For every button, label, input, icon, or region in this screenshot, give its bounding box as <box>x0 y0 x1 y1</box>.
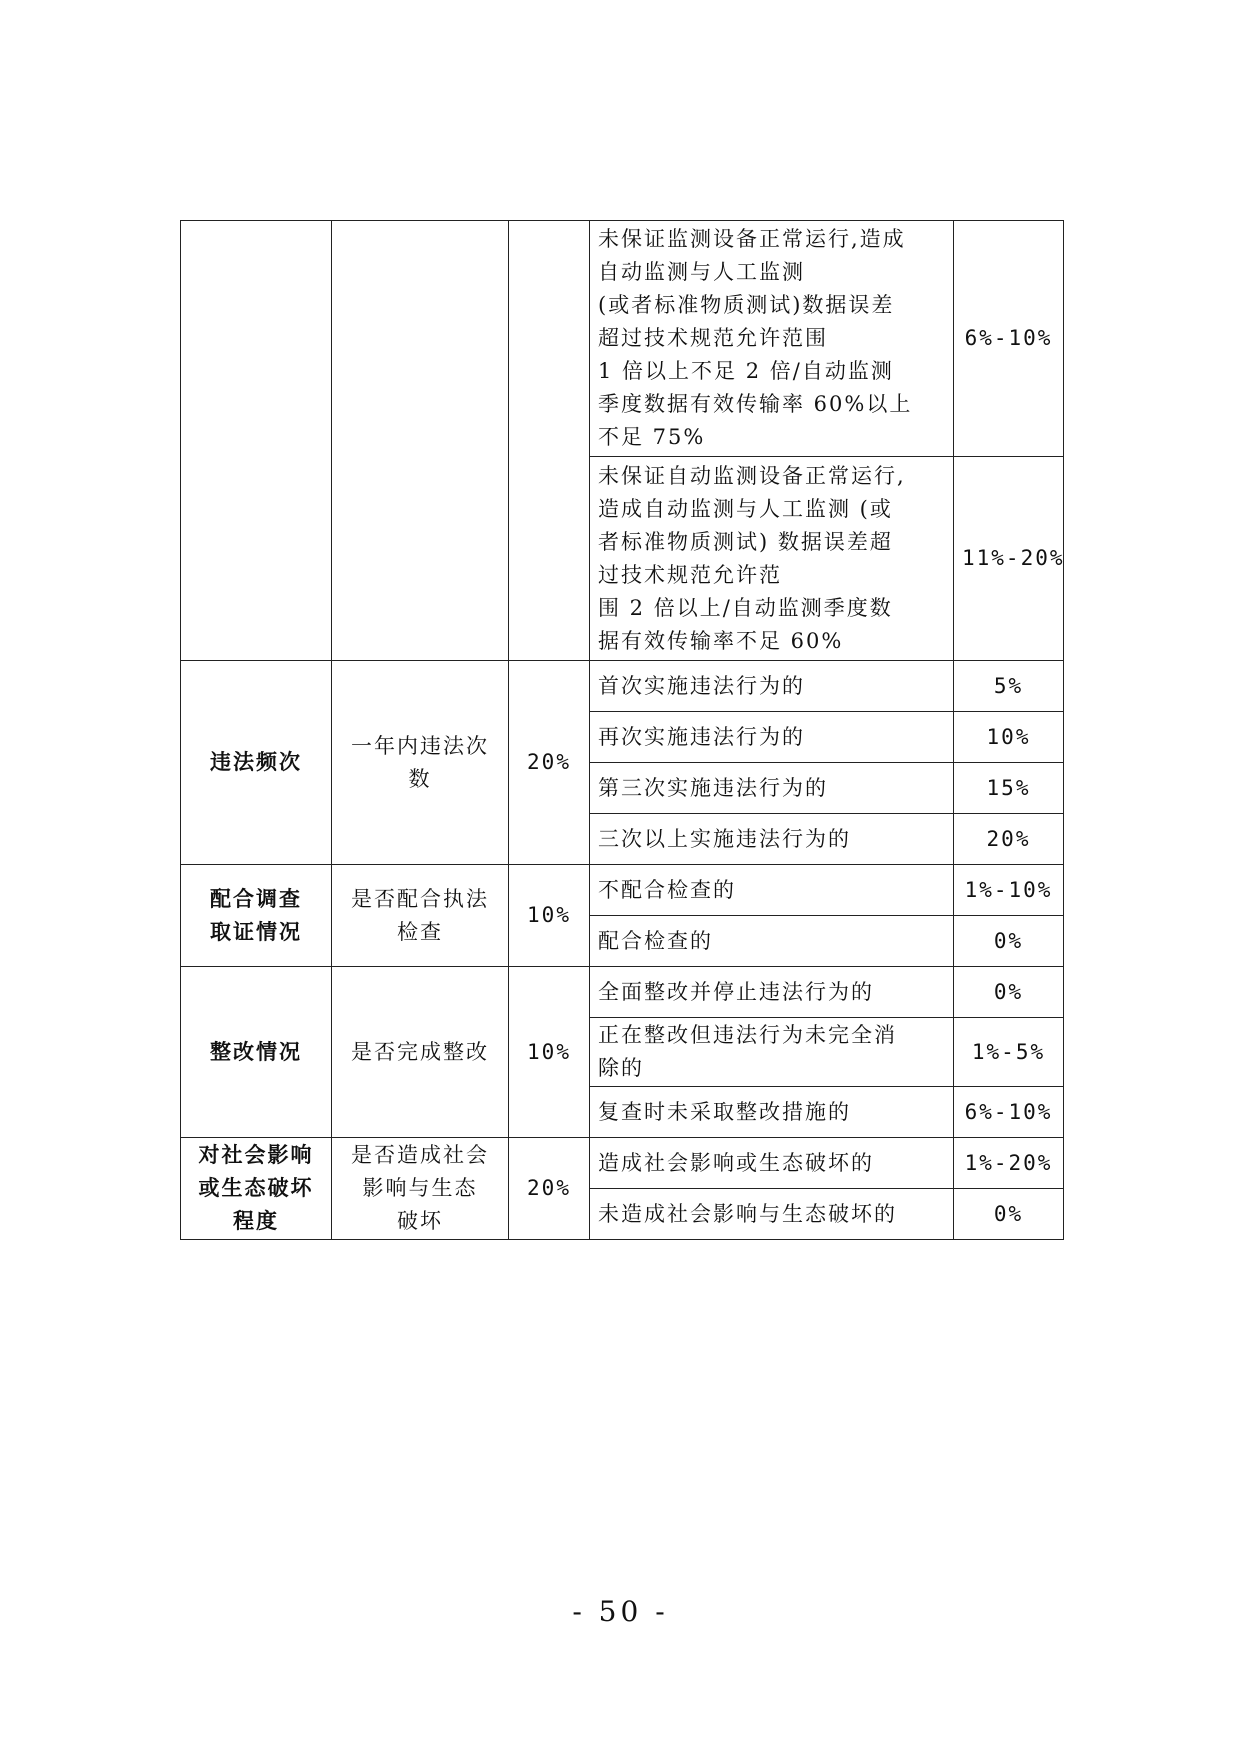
standard-text: 全面整改并停止违法行为的 <box>598 979 874 1004</box>
indicator-cell <box>332 661 509 865</box>
standard-text: 第三次实施违法行为的 <box>598 775 828 800</box>
standard-text: 复查时未采取整改措施的 <box>598 1099 851 1124</box>
indicator-cell-empty <box>332 221 509 661</box>
standard-cell <box>590 1018 954 1087</box>
standard-cell <box>590 1189 954 1240</box>
category-label: 配合调查 取证情况 <box>210 886 302 944</box>
category-label: 对社会影响 或生态破坏 程度 <box>198 1143 314 1233</box>
rate-cell: 0% <box>954 916 1064 967</box>
standard-text: 不配合检查的 <box>598 877 736 902</box>
rate-cell: 6%-10% <box>954 1087 1064 1138</box>
standard-text: 未保证自动监测设备正常运行, 造成自动监测与人工监测 (或 者标准物质测试) 数据误差超 过技术规范允许范 围 2 倍以上/自动监测季度数 据有效传输率不足 60% <box>598 463 906 653</box>
rate-cell: 10% <box>954 712 1064 763</box>
indicator-cell <box>332 865 509 967</box>
rate-cell: 0% <box>954 1189 1064 1240</box>
standard-cell <box>590 865 954 916</box>
standard-cell <box>590 661 954 712</box>
table-row <box>181 967 1064 1018</box>
indicator-label: 是否完成整改 <box>351 1039 489 1064</box>
indicator-label: 一年内违法次 数 <box>351 733 489 791</box>
rate-cell: 1%-5% <box>954 1018 1064 1087</box>
category-cell <box>181 661 332 865</box>
standard-cell <box>590 814 954 865</box>
category-label: 整改情况 <box>210 1039 302 1064</box>
indicator-cell <box>332 1138 509 1240</box>
rate-cell: 6%-10% <box>954 221 1064 457</box>
standard-text: 再次实施违法行为的 <box>598 724 805 749</box>
indicator-cell <box>332 967 509 1138</box>
rate-cell: 1%-10% <box>954 865 1064 916</box>
standard-cell <box>590 967 954 1018</box>
table-row <box>181 221 1064 457</box>
weight-cell: 10% <box>509 967 590 1138</box>
category-cell <box>181 1138 332 1240</box>
standard-text: 三次以上实施违法行为的 <box>598 826 851 851</box>
standard-text: 首次实施违法行为的 <box>598 673 805 698</box>
standard-cell <box>590 221 954 457</box>
indicator-label: 是否造成社会 影响与生态 破坏 <box>351 1143 489 1233</box>
standard-cell <box>590 1087 954 1138</box>
weight-cell: 20% <box>509 661 590 865</box>
standard-text: 未保证监测设备正常运行,造成 自动监测与人工监测 (或者标准物质测试)数据误差 超过技术规范允许范围 1 倍以上不足 2 倍/自动监测 季度数据有效传输率 60%以上 不足 75% <box>598 227 913 449</box>
table-row <box>181 1138 1064 1189</box>
standard-cell <box>590 712 954 763</box>
rate-cell: 15% <box>954 763 1064 814</box>
standard-cell <box>590 916 954 967</box>
standard-text: 配合检查的 <box>598 928 713 953</box>
category-label: 违法频次 <box>210 750 302 774</box>
rate-cell: 5% <box>954 661 1064 712</box>
category-cell <box>181 967 332 1138</box>
weight-cell: 20% <box>509 1138 590 1240</box>
table-row <box>181 865 1064 916</box>
standard-text: 正在整改但违法行为未完全消 除的 <box>598 1023 897 1080</box>
rate-cell: 0% <box>954 967 1064 1018</box>
indicator-label: 是否配合执法 检查 <box>351 886 489 944</box>
standard-text: 未造成社会影响与生态破坏的 <box>598 1201 897 1226</box>
standard-text: 造成社会影响或生态破坏的 <box>598 1150 874 1175</box>
weight-cell-empty <box>509 221 590 661</box>
rate-cell: 1%-20% <box>954 1138 1064 1189</box>
penalty-criteria-table <box>180 220 1064 1240</box>
category-cell-empty <box>181 221 332 661</box>
standard-cell <box>590 457 954 661</box>
weight-cell: 10% <box>509 865 590 967</box>
category-cell <box>181 865 332 967</box>
rate-cell: 11%-20% <box>954 457 1064 661</box>
standard-cell <box>590 763 954 814</box>
table-row <box>181 661 1064 712</box>
rate-cell: 20% <box>954 814 1064 865</box>
standard-cell <box>590 1138 954 1189</box>
page-number: - 50 - <box>572 1595 669 1628</box>
